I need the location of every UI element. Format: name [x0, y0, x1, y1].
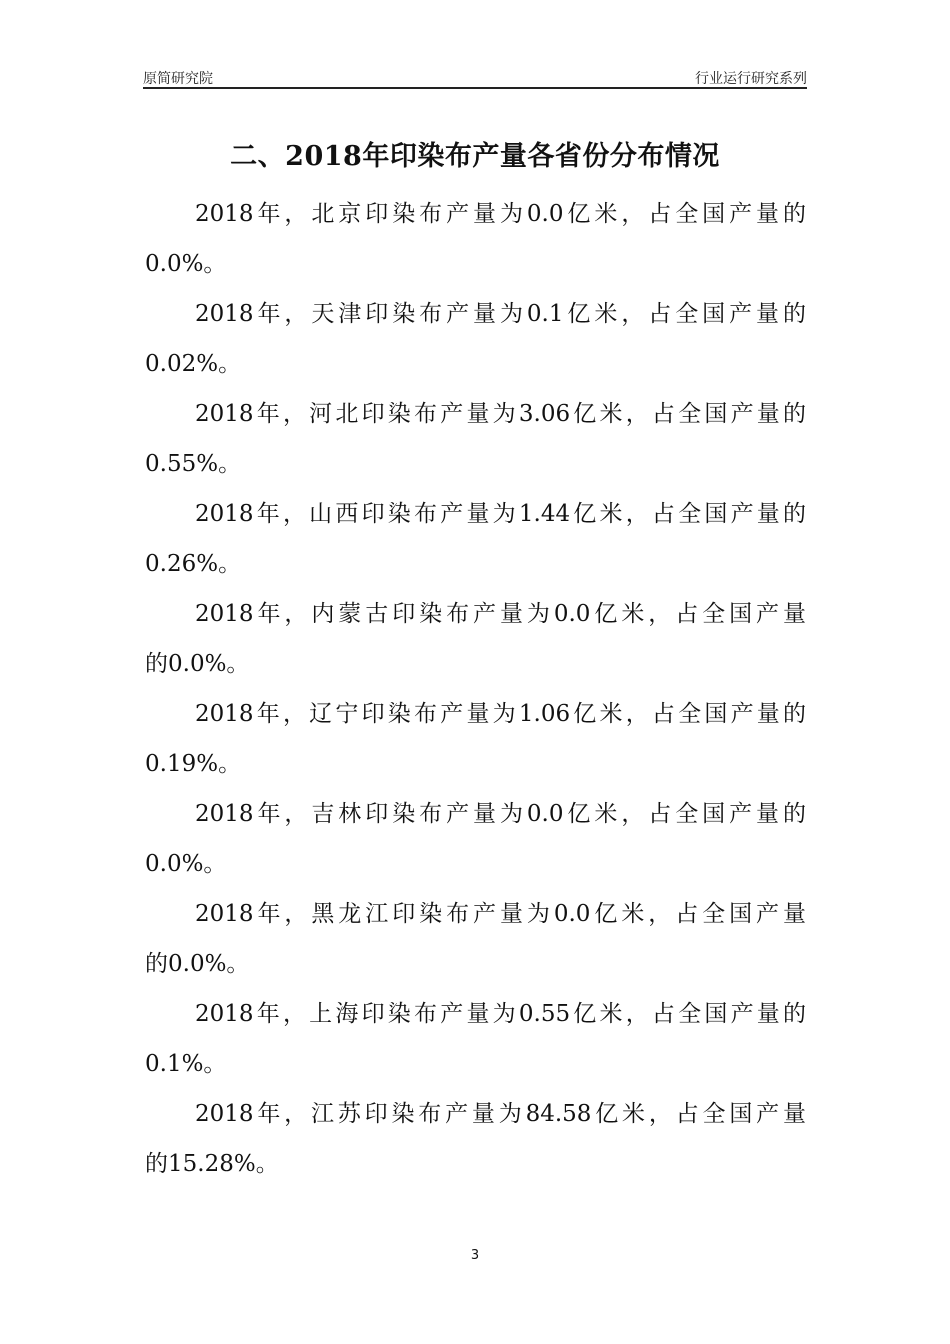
paragraph-line: 0.0%。: [145, 251, 227, 277]
header-divider: [143, 87, 807, 89]
paragraph-line: 的0.0%。: [145, 651, 250, 677]
paragraph-line: 2018年，吉林印染布产量为0.0亿米，占全国产量的: [195, 801, 806, 827]
paragraph: [145, 592, 806, 692]
paragraph: [145, 692, 806, 792]
paragraph: [145, 392, 806, 492]
paragraph-line: 0.26%。: [145, 551, 242, 577]
paragraph-line: 2018年，江苏印染布产量为84.58亿米，占全国产量: [195, 1101, 806, 1127]
header-org-name: 原简研究院: [143, 71, 213, 87]
paragraph-line: 2018年，河北印染布产量为3.06亿米，占全国产量的: [195, 401, 806, 427]
paragraph-line: 2018年，天津印染布产量为0.1亿米，占全国产量的: [195, 301, 806, 327]
header-series-name: 行业运行研究系列: [695, 71, 807, 87]
paragraph-line: 0.0%。: [145, 851, 227, 877]
paragraph-line: 0.02%。: [145, 351, 242, 377]
paragraph-line: 2018年，北京印染布产量为0.0亿米，占全国产量的: [195, 201, 806, 227]
paragraph-line: 2018年，上海印染布产量为0.55亿米，占全国产量的: [195, 1001, 806, 1027]
paragraph: [145, 1092, 806, 1192]
paragraph-line: 2018年，内蒙古印染布产量为0.0亿米，占全国产量: [195, 601, 806, 627]
page-number: 3: [470, 1248, 480, 1263]
paragraph-line: 的0.0%。: [145, 951, 250, 977]
paragraph-line: 0.1%。: [145, 1051, 227, 1077]
document-body: [145, 192, 806, 1192]
paragraph: [145, 792, 806, 892]
paragraph-line: 2018年，黑龙江印染布产量为0.0亿米，占全国产量: [195, 901, 806, 927]
paragraph-line: 2018年，辽宁印染布产量为1.06亿米，占全国产量的: [195, 701, 806, 727]
paragraph: [145, 992, 806, 1092]
paragraph: [145, 492, 806, 592]
paragraph-line: 0.19%。: [145, 751, 242, 777]
paragraph-line: 0.55%。: [145, 451, 242, 477]
paragraph: [145, 192, 806, 292]
paragraph-line: 2018年，山西印染布产量为1.44亿米，占全国产量的: [195, 501, 806, 527]
paragraph-line: 的15.28%。: [145, 1151, 279, 1177]
paragraph: [145, 892, 806, 992]
section-title: 二、2018年印染布产量各省份分布情况: [230, 141, 720, 172]
paragraph: [145, 292, 806, 392]
